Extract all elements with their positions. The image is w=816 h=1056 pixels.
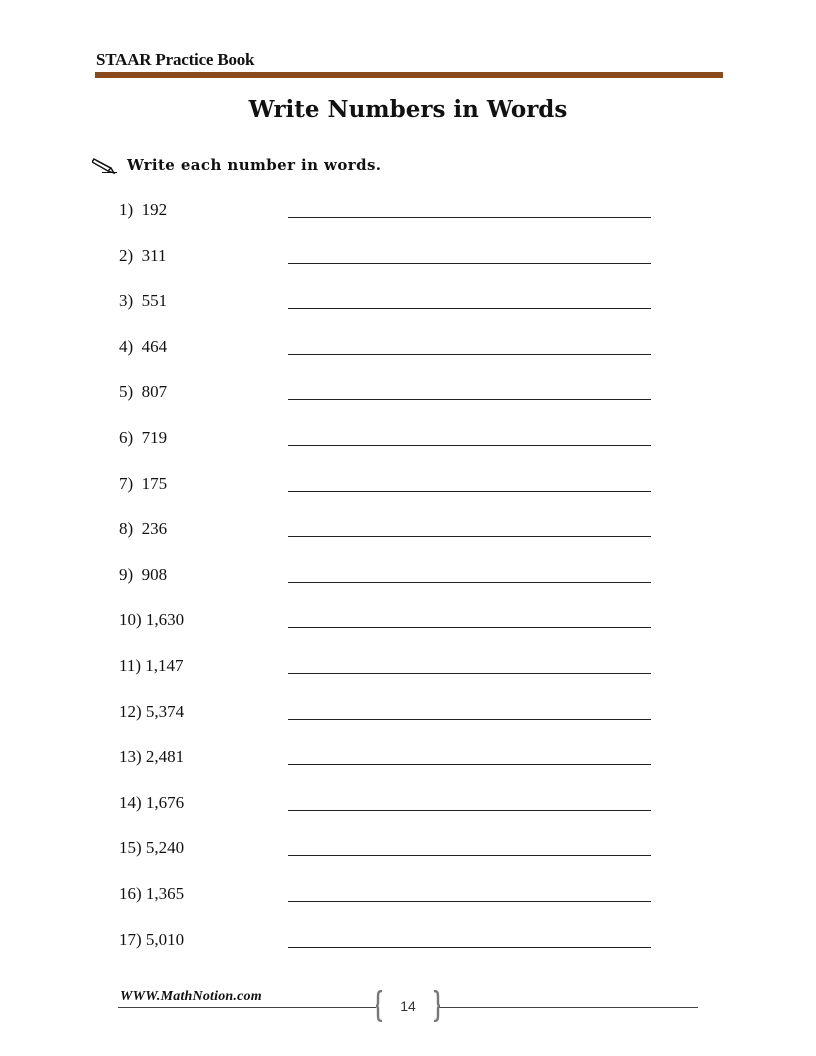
problem-row: [0, 474, 816, 504]
problem-row: [0, 519, 816, 549]
problem-number: 6) 719: [119, 428, 168, 447]
problem-number: 10) 1,630: [119, 610, 185, 629]
answer-line[interactable]: [288, 217, 651, 218]
answer-line[interactable]: [288, 673, 651, 674]
problem-row: [0, 291, 816, 321]
problem-row: [0, 702, 816, 732]
answer-line[interactable]: [288, 947, 651, 948]
problem-row: [0, 610, 816, 640]
answer-line[interactable]: [288, 582, 651, 583]
footer-divider-left: [118, 1007, 376, 1008]
problem-row: [0, 656, 816, 686]
right-bracket-icon: [433, 990, 441, 1022]
problem-number: 15) 5,240: [119, 838, 185, 857]
answer-line[interactable]: [288, 901, 651, 902]
problem-row: [0, 246, 816, 276]
problem-number: 1) 192: [119, 200, 168, 219]
problem-number: 12) 5,374: [119, 702, 185, 721]
answer-line[interactable]: [288, 263, 651, 264]
answer-line[interactable]: [288, 810, 651, 811]
answer-line[interactable]: [288, 855, 651, 856]
page-number: 14: [400, 998, 416, 1014]
answer-line[interactable]: [288, 308, 651, 309]
problem-row: [0, 884, 816, 914]
problem-number: 2) 311: [119, 246, 167, 265]
problem-number: 7) 175: [119, 474, 168, 493]
problem-number: 13) 2,481: [119, 747, 185, 766]
answer-line[interactable]: [288, 354, 651, 355]
answer-line[interactable]: [288, 764, 651, 765]
page-title: Write Numbers in Words: [248, 96, 568, 123]
problem-number: 8) 236: [119, 519, 168, 538]
problem-number: 4) 464: [119, 337, 168, 356]
problem-row: [0, 747, 816, 777]
problem-row: [0, 930, 816, 960]
problem-row: [0, 337, 816, 367]
problem-number: 3) 551: [119, 291, 168, 310]
instruction-text: Write each number in words.: [127, 156, 382, 174]
answer-line[interactable]: [288, 491, 651, 492]
footer-divider-right: [438, 1007, 698, 1008]
footer-website: WWW.MathNotion.com: [120, 989, 262, 1004]
problem-number: 5) 807: [119, 382, 168, 401]
answer-line[interactable]: [288, 627, 651, 628]
answer-line[interactable]: [288, 445, 651, 446]
book-title: STAAR Practice Book: [96, 50, 255, 69]
problem-row: [0, 565, 816, 595]
problem-row: [0, 428, 816, 458]
answer-line[interactable]: [288, 536, 651, 537]
problem-row: [0, 382, 816, 412]
problem-row: [0, 838, 816, 868]
problem-row: [0, 793, 816, 823]
problem-number: 16) 1,365: [119, 884, 185, 903]
answer-line[interactable]: [288, 719, 651, 720]
problem-number: 9) 908: [119, 565, 168, 584]
problem-row: [0, 200, 816, 230]
answer-line[interactable]: [288, 399, 651, 400]
problem-number: 11) 1,147: [119, 656, 184, 675]
problem-number: 14) 1,676: [119, 793, 185, 812]
problem-number: 17) 5,010: [119, 930, 185, 949]
